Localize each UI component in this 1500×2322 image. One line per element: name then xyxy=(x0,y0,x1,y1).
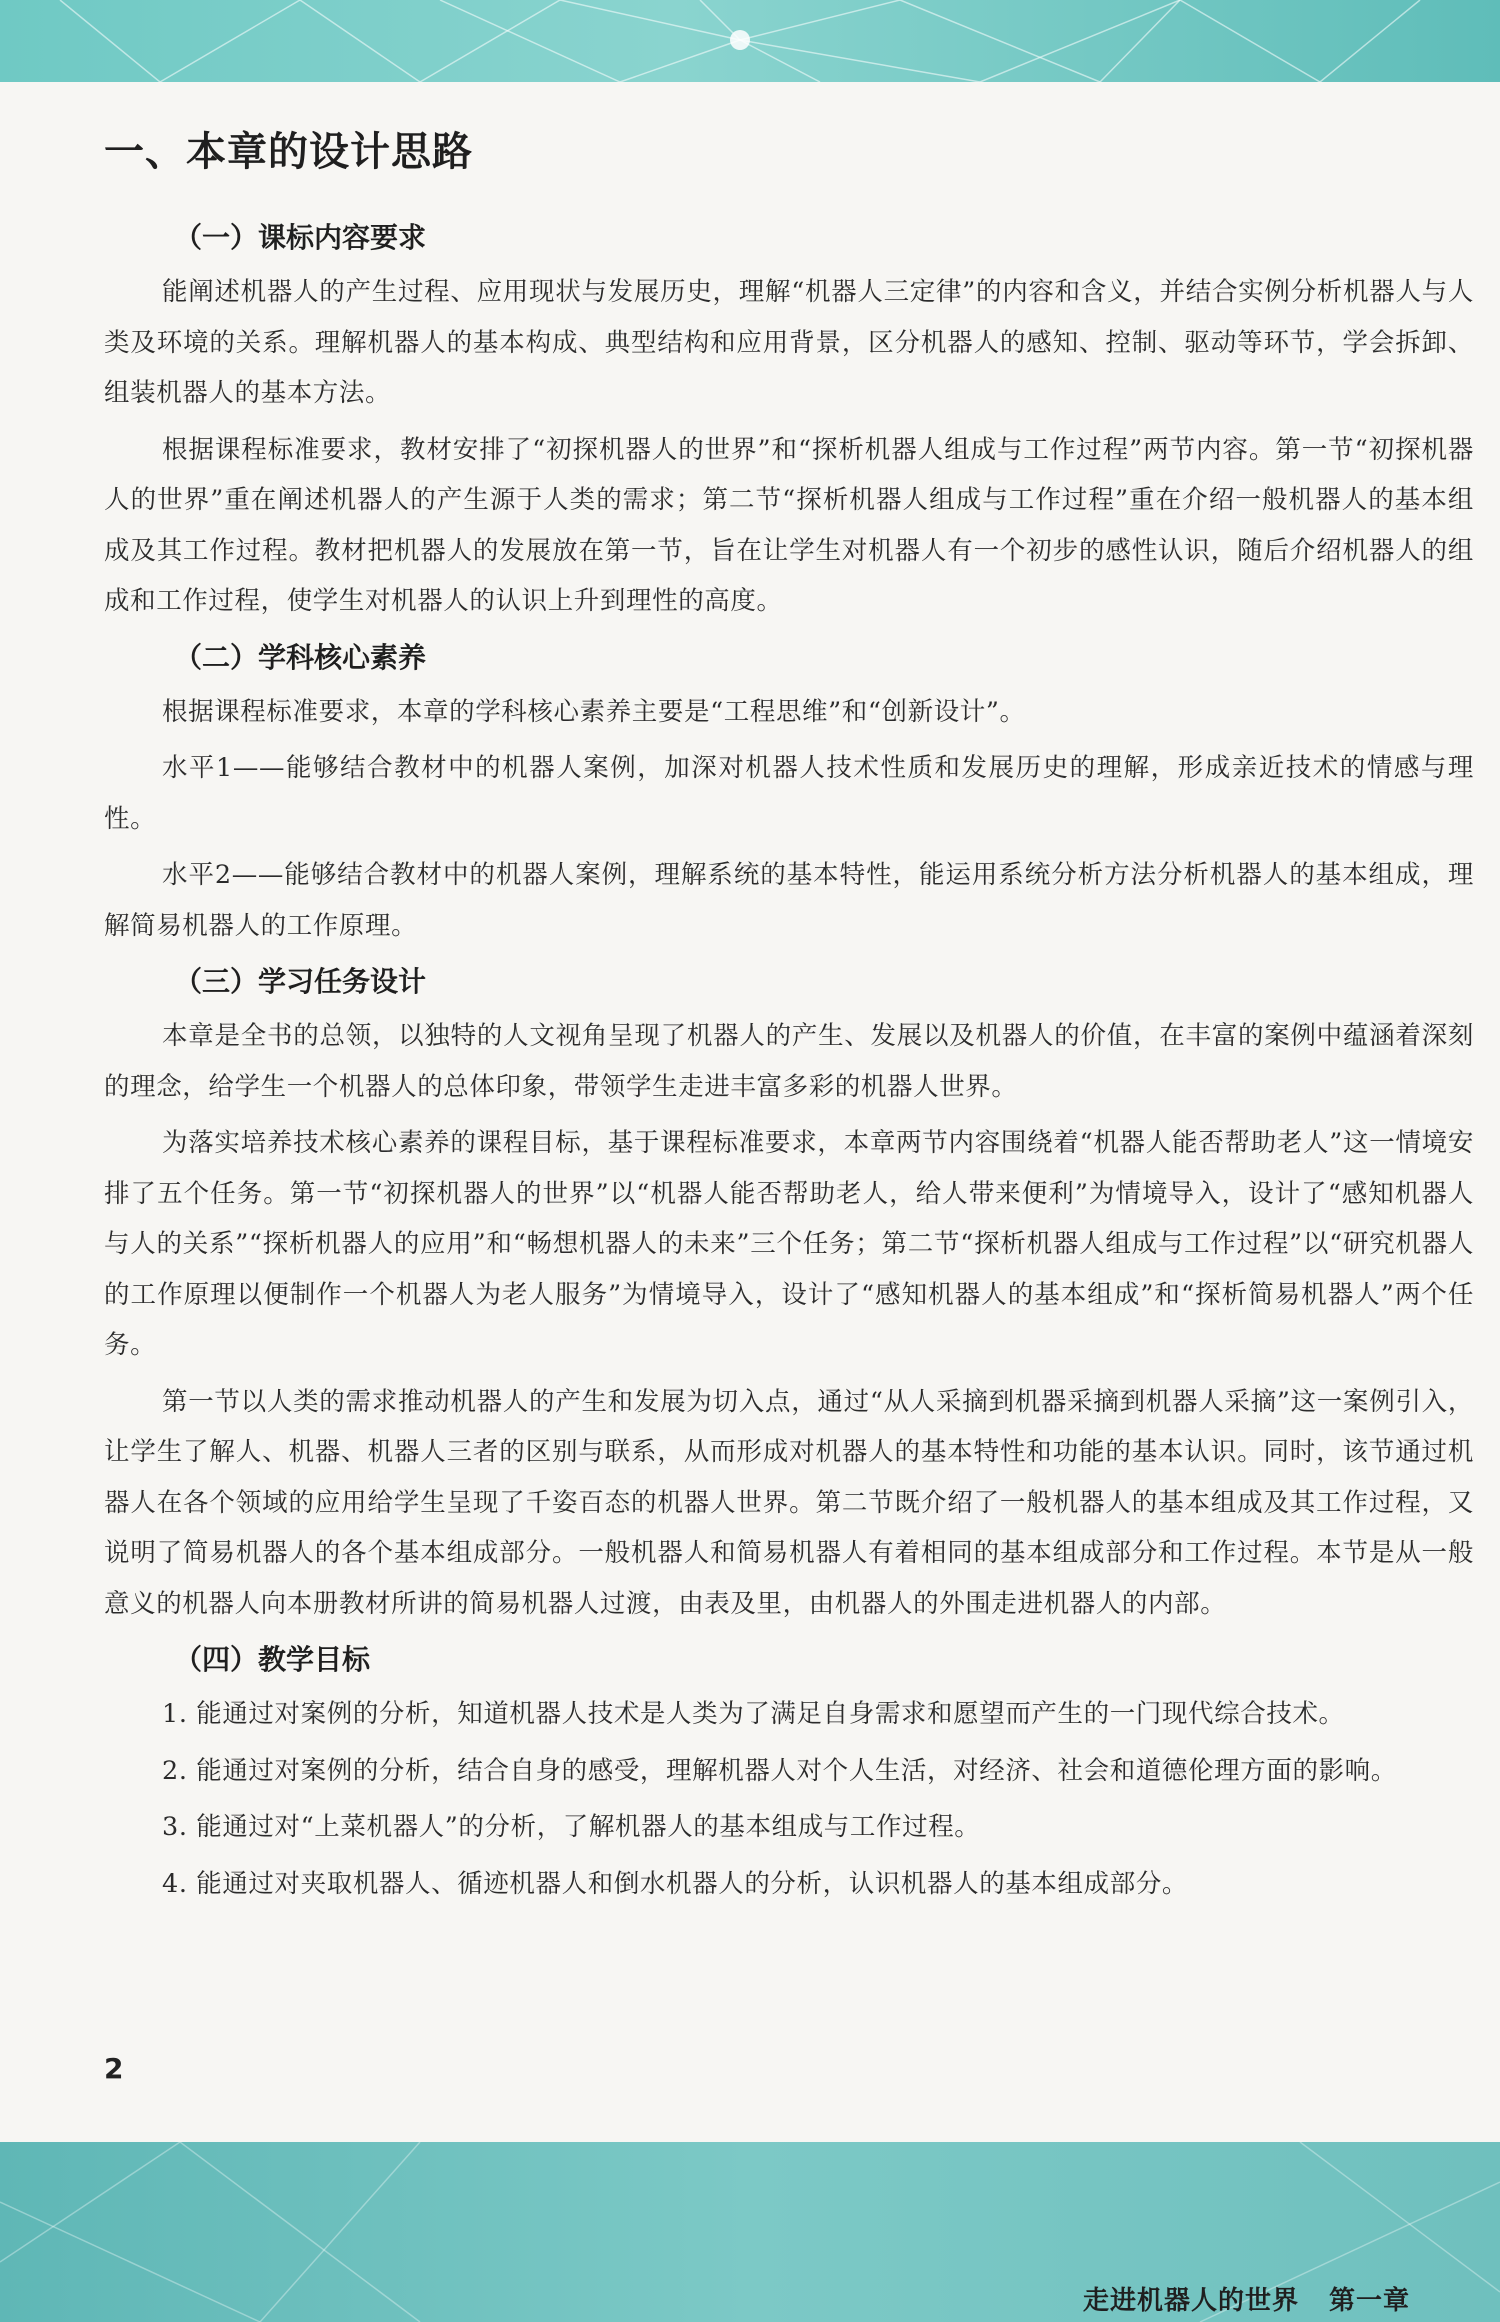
paragraph: 根据课程标准要求，教材安排了“初探机器人的世界”和“探析机器人组成与工作过程”两节内容。第一节“初探机器人的世界”重在阐述机器人的产生源于人类的需求；第二节“探析机器人组成与工作过程”重在介绍一般机器人的基本组成及其工作过程。教材把机器人的发展放在第一节，旨在让学生对机器人有一个初步的感性认识，随后介绍机器人的组成和工作过程，使学生对机器人的认识上升到理性的高度。 xyxy=(104,434,1474,616)
list-item: 4. 能通过对夹取机器人、循迹机器人和倒水机器人的分析，认识机器人的基本组成部分。 xyxy=(162,1868,1189,1899)
paragraph: 能阐述机器人的产生过程、应用现状与发展历史，理解“机器人三定律”的内容和含义，并结合实例分析机器人与人类及环境的关系。理解机器人的基本构成、典型结构和应用背景，区分机器人的感知、控制、驱动等环节，学会拆卸、组装机器人的基本方法。 xyxy=(104,277,1474,408)
paragraph: 水平1——能够结合教材中的机器人案例，加深对机器人技术性质和发展历史的理解，形成亲近技术的情感与理性。 xyxy=(104,753,1474,834)
list-item: 1. 能通过对案例的分析，知道机器人技术是人类为了满足自身需求和愿望而产生的一门现代综合技术。 xyxy=(162,1699,1345,1729)
footer-chapter: 第一章 xyxy=(1328,2286,1410,2316)
paragraph: 为落实培养技术核心素养的课程目标，基于课程标准要求，本章两节内容围绕着“机器人能否帮助老人”这一情境安排了五个任务。第一节“初探机器人的世界”以“机器人能否帮助老人，给人带来便利”为情境导入，设计了“感知机器人与人的关系”“探析机器人的应用”和“畅想机器人的未来”三个任务；第二节“探析机器人组成与工作过程”以“研究机器人的工作原理以便制作一个机器人为老人服务”为情境导入，设计了“感知机器人的基本组成”和“探析简易机器人”两个任务。 xyxy=(104,1128,1474,1360)
section-title-task-design: （三）学习任务设计 xyxy=(174,965,427,998)
section-title-core-literacy: （二）学科核心素养 xyxy=(174,640,427,674)
list-item: 2. 能通过对案例的分析，结合自身的感受，理解机器人对个人生活，对经济、社会和道德伦理方面的影响。 xyxy=(162,1755,1397,1786)
paragraph: 本章是全书的总领，以独特的人文视角呈现了机器人的产生、发展以及机器人的价值，在丰富的案例中蕴涵着深刻的理念，给学生一个机器人的总体印象，带领学生走进丰富多彩的机器人世界。 xyxy=(104,1021,1474,1102)
list-item: 3. 能通过对“上菜机器人”的分析，了解机器人的基本组成与工作过程。 xyxy=(162,1812,981,1842)
footer-book-title: 走进机器人的世界 xyxy=(1082,2286,1299,2316)
top-decorative-band xyxy=(0,0,1500,82)
page-content xyxy=(104,120,1474,1909)
network-pattern-graphic xyxy=(0,0,1500,82)
page-number: 2 xyxy=(104,2052,124,2085)
paragraph: 水平2——能够结合教材中的机器人案例，理解系统的基本特性，能运用系统分析方法分析机器人的基本组成，理解简易机器人的工作原理。 xyxy=(104,860,1474,941)
paragraph: 第一节以人类的需求推动机器人的产生和发展为切入点，通过“从人采摘到机器采摘到机器人采摘”这一案例引入，让学生了解人、机器、机器人三者的区别与联系，从而形成对机器人的基本特性和功能的基本认识。同时，该节通过机器人在各个领域的应用给学生呈现了千姿百态的机器人世界。第二节既介绍了一般机器人的基本组成及其工作过程，又说明了简易机器人的各个基本组成部分。一般机器人和简易机器人有着相同的基本组成部分和工作过程。本节是从一般意义的机器人向本册教材所讲的简易机器人过渡，由表及里，由机器人的外围走进机器人的内部。 xyxy=(104,1386,1474,1619)
section-title-curriculum: （一）课标内容要求 xyxy=(174,221,427,254)
paragraph: 根据课程标准要求，本章的学科核心素养主要是“工程思维”和“创新设计”。 xyxy=(162,696,1026,727)
chapter-heading: 一、本章的设计思路 xyxy=(104,129,473,175)
running-footer xyxy=(1083,2280,1410,2317)
section-title-teaching-goals: （四）教学目标 xyxy=(174,1643,371,1676)
